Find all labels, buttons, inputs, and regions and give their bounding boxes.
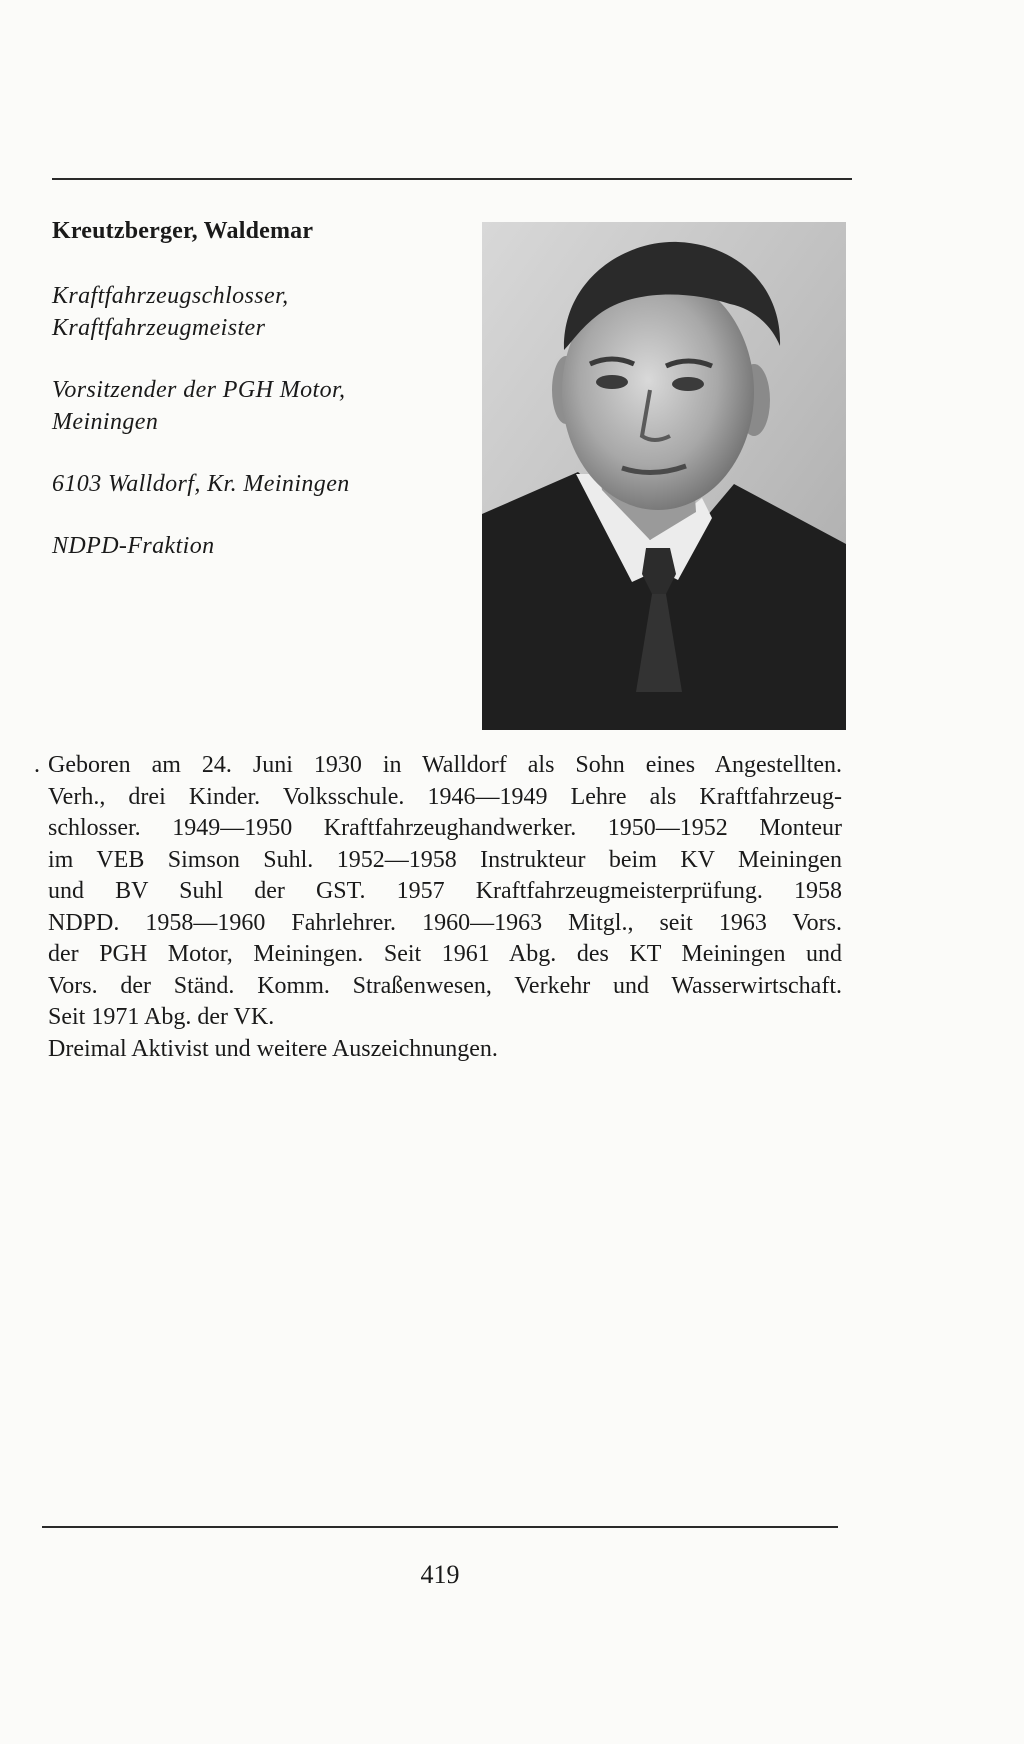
biography-line: im VEB Simson Suhl. 1952—1958 Instrukteur beim KV Meiningen	[48, 846, 842, 873]
biography-line: schlosser. 1949—1950 Kraftfahrzeughandwerker. 1950—1952 Monteur	[48, 815, 842, 841]
position-line-1: Vorsitzender der PGH Motor,	[52, 377, 346, 403]
biography-line: Geboren am 24. Juni 1930 in Walldorf als Sohn eines Angestellten.	[48, 752, 842, 778]
address: 6103 Walldorf, Kr. Meiningen	[52, 471, 350, 497]
biography-line: und BV Suhl der GST. 1957 Kraftfahrzeugmeisterprüfung. 1958	[48, 878, 842, 904]
person-name: Kreutzberger, Waldemar	[52, 218, 314, 244]
page-number: 419	[420, 1560, 460, 1589]
occupation-line-2: Kraftfahrzeugmeister	[52, 315, 266, 341]
biography-line: der PGH Motor, Meiningen. Seit 1961 Abg. des KT Meiningen und	[48, 941, 842, 967]
portrait-photo	[482, 222, 846, 730]
top-divider	[52, 178, 852, 180]
occupation-line-1: Kraftfahrzeugschlosser,	[52, 283, 289, 309]
position-line-2: Meiningen	[52, 409, 159, 435]
biography	[48, 750, 842, 1065]
biography-line: NDPD. 1958—1960 Fahrlehrer. 1960—1963 Mitgl., seit 1963 Vors.	[48, 909, 842, 936]
faction: NDPD-Fraktion	[52, 533, 215, 559]
biography-line: Dreimal Aktivist und weitere Auszeichnungen.	[48, 1035, 498, 1062]
biography-line: Seit 1971 Abg. der VK.	[48, 1004, 275, 1030]
margin-mark: .	[34, 752, 40, 778]
biography-line: Verh., drei Kinder. Volksschule. 1946—1949 Lehre als Kraftfahrzeug-	[48, 783, 842, 810]
biography-line: Vors. der Ständ. Komm. Straßenwesen, Verkehr und Wasserwirtschaft.	[48, 972, 842, 999]
bottom-divider	[42, 1526, 838, 1528]
